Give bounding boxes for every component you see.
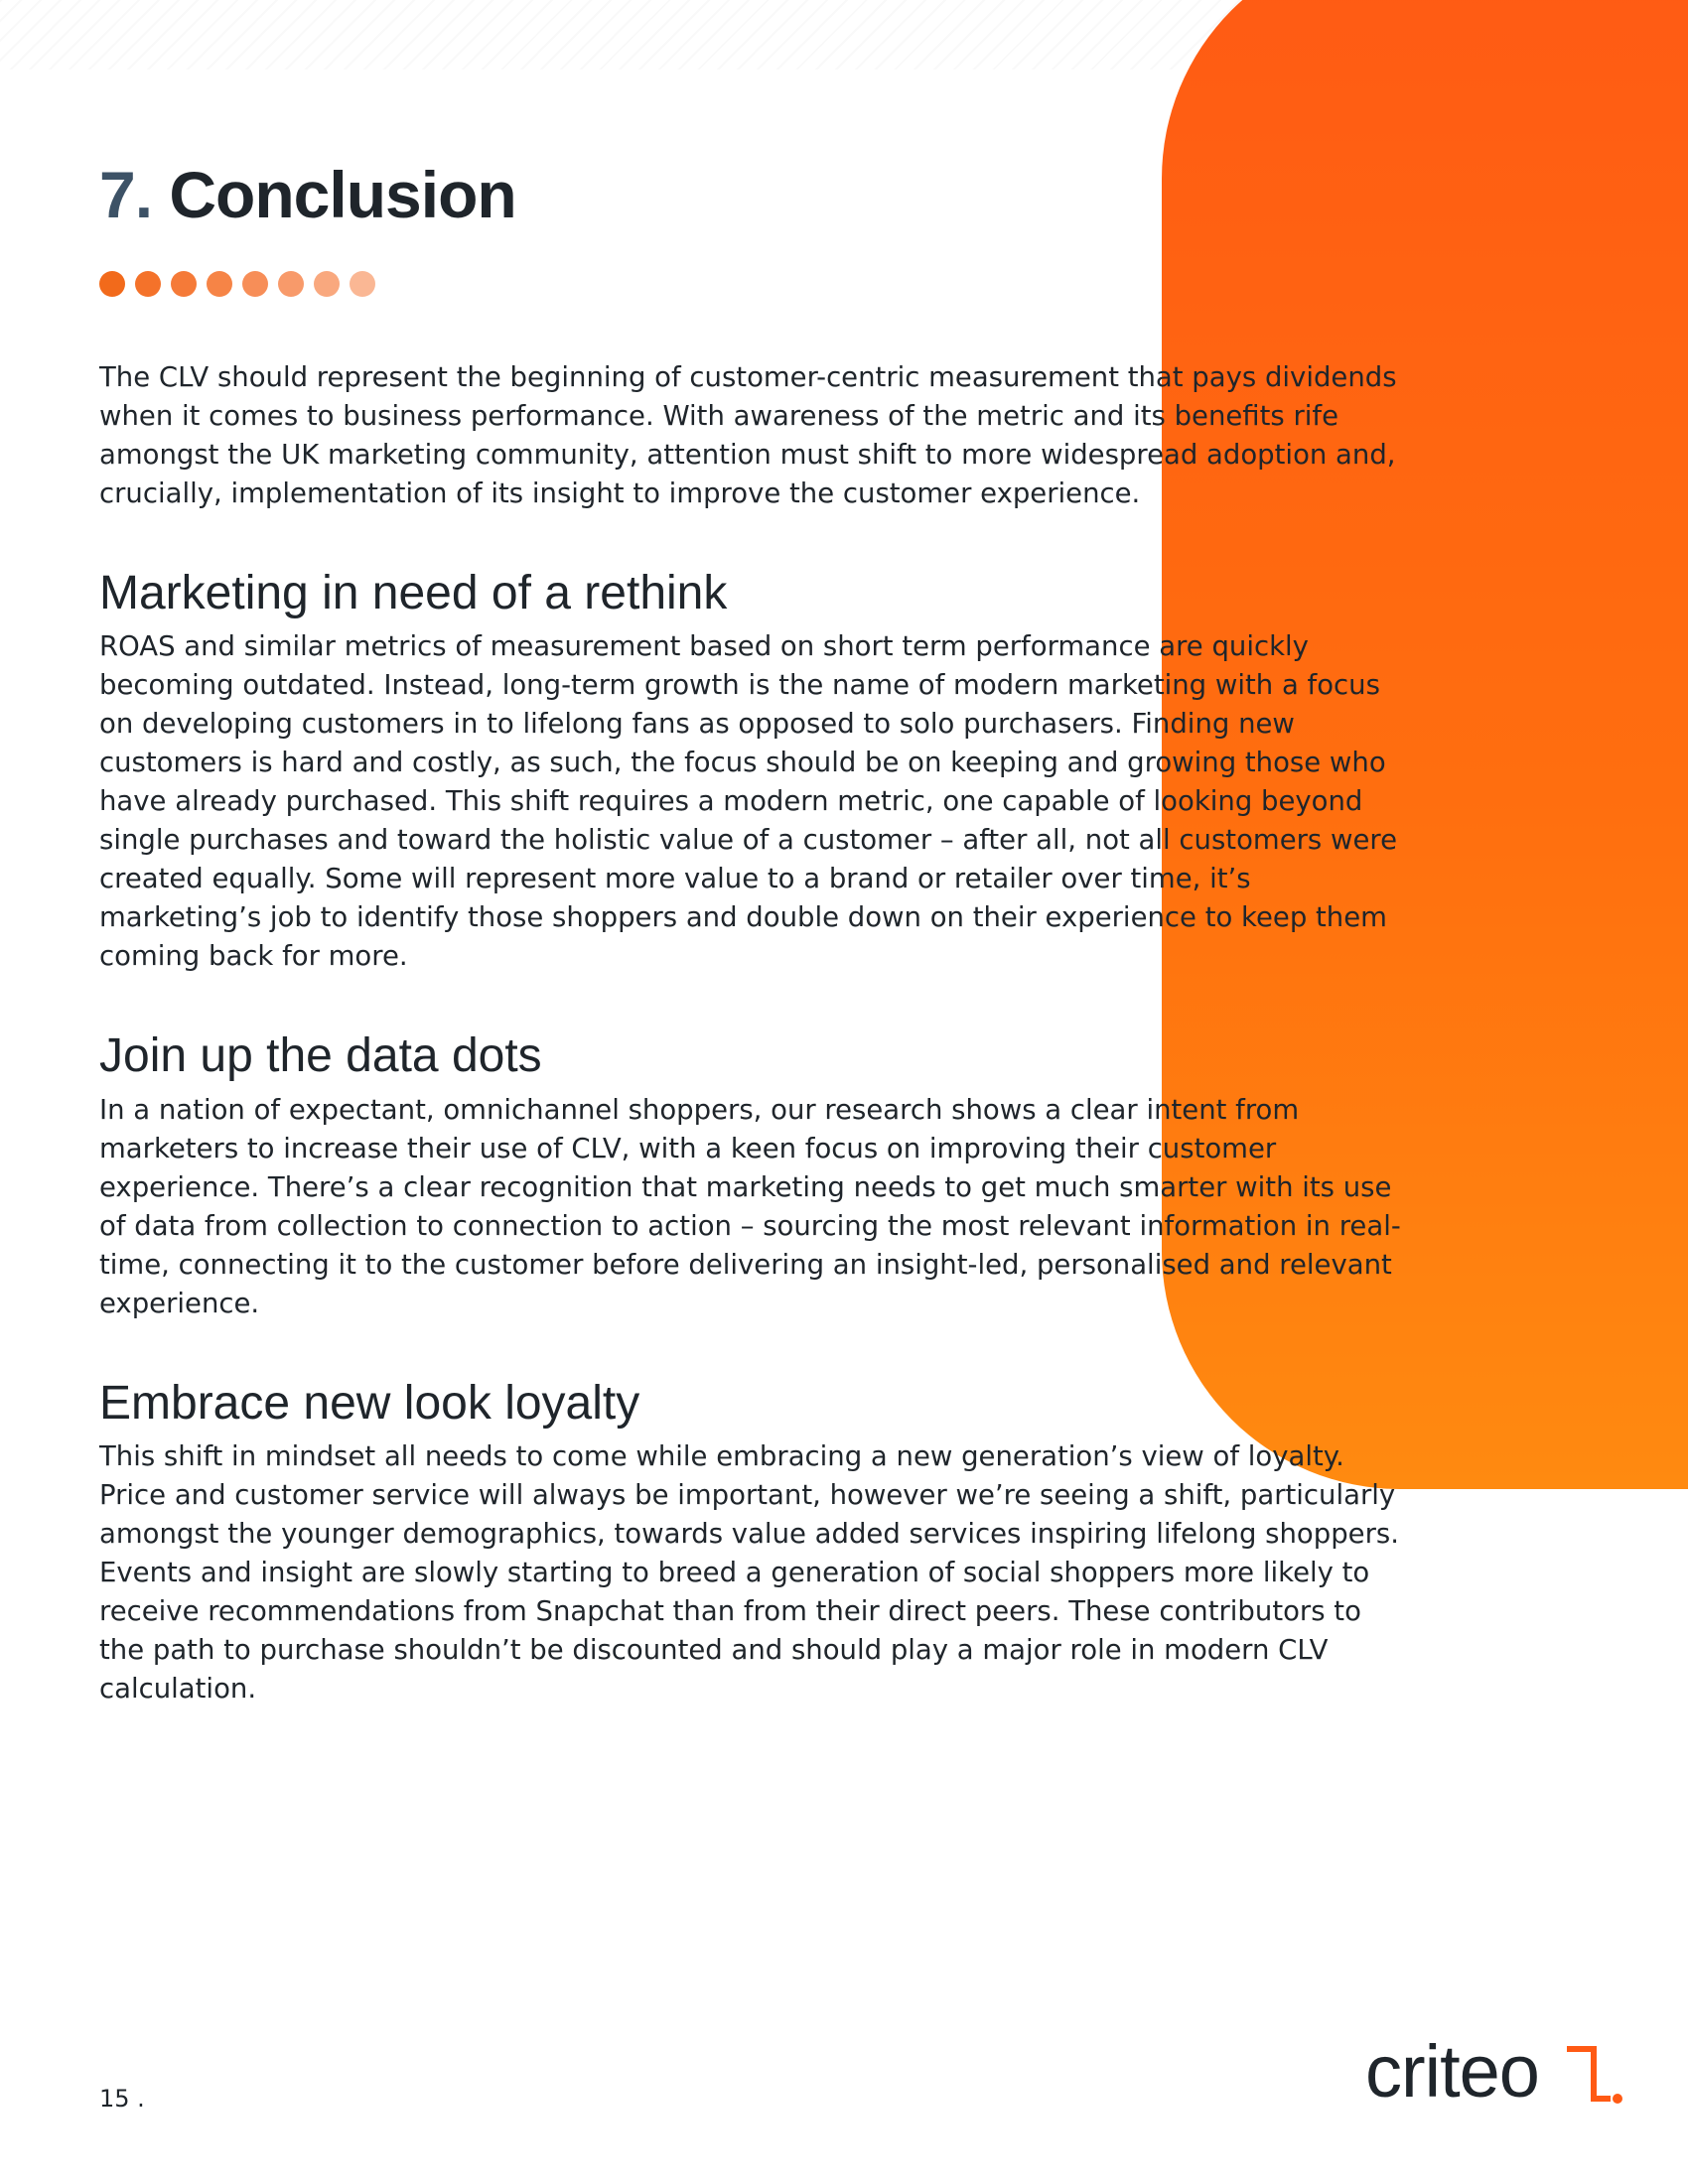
divider-dot: [242, 271, 268, 297]
divider-dot: [171, 271, 197, 297]
section-body-rethink: ROAS and similar metrics of measurement based on short term performance are quickly becoming outdated. Instead, long-term growth is the name of modern marketing with a focus on developing customers in to lifelong fans as opposed to solo purchasers. Finding new customers is hard and costly, as such, the focus should be on keeping and growing those who have already purchased. This shift requires a modern metric, one capable of looking beyond single purchases and toward the holistic value of a customer – after all, not all customers were created equally. Some will represent more value to a brand or retailer over time, it’s marketing’s job to identify those shoppers and double down on their experience to keep them coming back for more.: [99, 630, 1398, 973]
divider-dot: [99, 271, 125, 297]
divider-dot: [135, 271, 161, 297]
page-title: [99, 159, 1410, 231]
divider-dot: [350, 271, 375, 297]
criteo-logo: [1365, 2030, 1623, 2124]
top-pattern: [0, 0, 1311, 69]
section-heading-rethink: Marketing in need of a rethink: [99, 566, 728, 619]
divider-dot: [207, 271, 232, 297]
logo-mark-icon: [1564, 2043, 1623, 2113]
page-content: [99, 159, 1410, 1708]
section-title: Conclusion: [169, 158, 516, 231]
divider-dot: [314, 271, 340, 297]
section-heading-loyalty: Embrace new look loyalty: [99, 1376, 640, 1430]
section-body-data-dots: In a nation of expectant, omnichannel shoppers, our research shows a clear intent from marketers to increase their use of CLV, with a keen focus on improving their customer experience. There’s a clear recognition that marketing needs to get much smarter with its use of data from collection to connection to action – sourcing the most relevant information in real-time, connecting it to the customer before delivering an insight-led, personalised and relevant experience.: [99, 1093, 1401, 1319]
dot-divider: [99, 271, 1410, 297]
logo-wordmark: criteo: [1365, 2030, 1539, 2113]
section-number: 7.: [99, 158, 153, 231]
page-number: 15 .: [99, 2085, 145, 2113]
section-heading-data-dots: Join up the data dots: [99, 1029, 542, 1083]
intro-paragraph: The CLV should represent the beginning of customer-centric measurement that pays dividends when it comes to business performance. With awareness of the metric and its benefits rife amongst the UK marketing community, attention must shift to more widespread adoption and, crucially, implementation of its insight to improve the customer experience.: [99, 360, 1397, 509]
divider-dot: [278, 271, 304, 297]
section-body-loyalty: This shift in mindset all needs to come while embracing a new generation’s view of loyalty. Price and customer service will always be important, however we’re seeing a shift, particularly amongst the younger demographics, towards value added services inspiring lifelong shoppers. Events and insight are slowly starting to breed a generation of social shoppers more likely to receive recommendations from Snapchat than from their direct peers. These contributors to the path to purchase shouldn’t be discounted and should play a major role in modern CLV calculation.: [99, 1440, 1399, 1706]
